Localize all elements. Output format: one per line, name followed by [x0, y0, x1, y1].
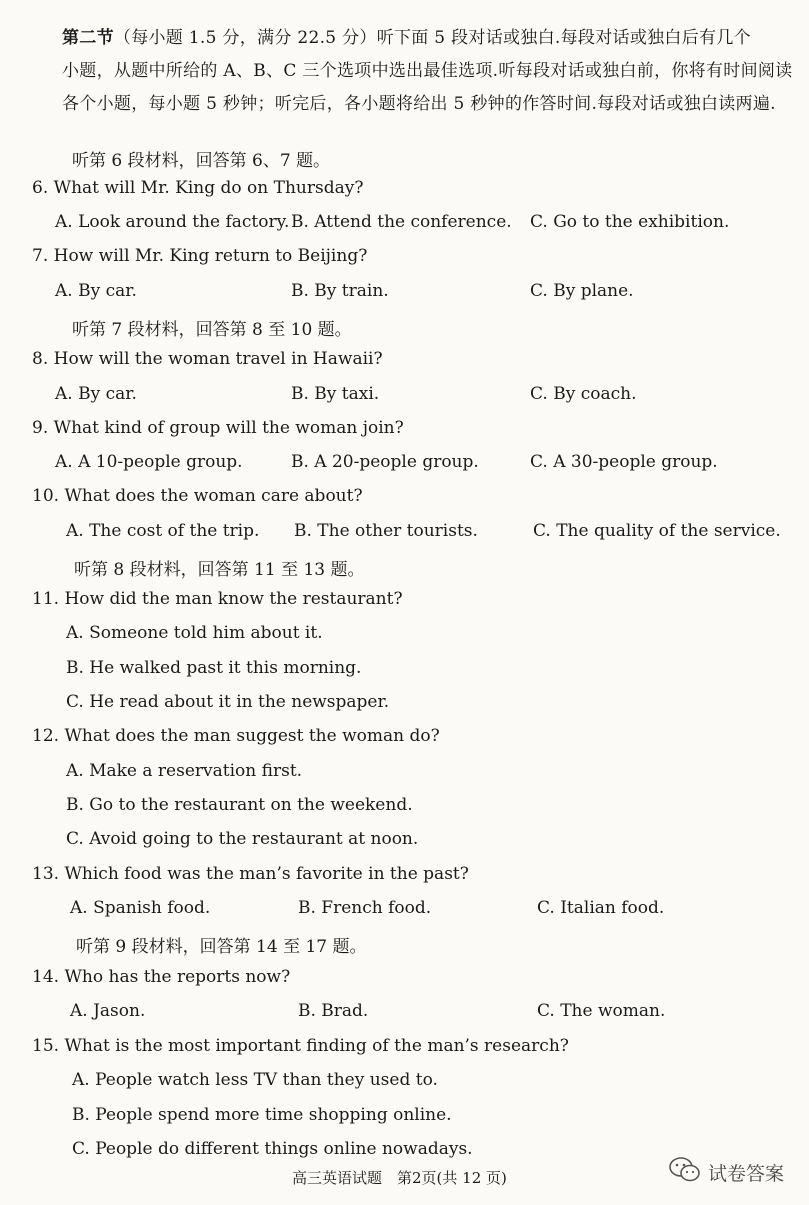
- question-9-option-b: B. A 20-people group.: [291, 452, 479, 472]
- question-10: 10. What does the woman care about?: [32, 486, 363, 506]
- question-10-option-c: C. The quality of the service.: [533, 521, 781, 541]
- question-9-option-a: A. A 10-people group.: [55, 452, 243, 472]
- question-11-option-c: C. He read about it in the newspaper.: [66, 692, 390, 712]
- question-14-option-a: A. Jason.: [70, 1001, 146, 1021]
- question-13-option-b: B. French food.: [298, 898, 432, 918]
- page-footer: 高三英语试题 第2页(共 12 页): [292, 1169, 507, 1187]
- question-7-option-c: C. By plane.: [530, 281, 634, 301]
- question-9: 9. What kind of group will the woman join?: [32, 418, 404, 438]
- watermark-text: 试卷答案: [708, 1162, 785, 1185]
- group-instruction: 听第 9 段材料，回答第 14 至 17 题。: [76, 937, 367, 957]
- question-12-option-a: A. Make a reservation first.: [66, 761, 303, 781]
- question-12-option-c: C. Avoid going to the restaurant at noon.: [66, 829, 419, 849]
- question-11-option-b: B. He walked past it this morning.: [66, 658, 362, 678]
- question-11: 11. How did the man know the restaurant?: [32, 589, 403, 609]
- question-8-option-b: B. By taxi.: [291, 384, 380, 404]
- question-14: 14. Who has the reports now?: [32, 967, 291, 987]
- question-6: 6. What will Mr. King do on Thursday?: [32, 178, 364, 198]
- question-6-option-b: B. Attend the conference.: [291, 212, 512, 232]
- question-13-option-a: A. Spanish food.: [70, 898, 211, 918]
- question-13-option-c: C. Italian food.: [537, 898, 665, 918]
- watermark: [668, 1156, 784, 1188]
- question-14-option-b: B. Brad.: [298, 1001, 369, 1021]
- question-7-option-a: A. By car.: [55, 281, 137, 301]
- question-15-option-a: A. People watch less TV than they used to.: [72, 1070, 438, 1090]
- question-8: 8. How will the woman travel in Hawaii?: [32, 349, 383, 369]
- intro-line-3: 各个小题，每小题 5 秒钟；听完后，各小题将给出 5 秒钟的作答时间.每段对话或独白读两遍.: [62, 94, 776, 114]
- question-7-option-b: B. By train.: [291, 281, 389, 301]
- question-12-option-b: B. Go to the restaurant on the weekend.: [66, 795, 413, 815]
- question-11-option-a: A. Someone told him about it.: [66, 623, 323, 643]
- question-8-option-a: A. By car.: [55, 384, 137, 404]
- wechat-icon: [668, 1156, 702, 1188]
- group-instruction: 听第 6 段材料，回答第 6、7 题。: [72, 151, 331, 171]
- question-12: 12. What does the man suggest the woman do?: [32, 726, 440, 746]
- section-heading: 第二节: [62, 28, 114, 48]
- question-7: 7. How will Mr. King return to Beijing?: [32, 246, 368, 266]
- question-10-option-a: A. The cost of the trip.: [66, 521, 260, 541]
- intro-line-1: 第二节（每小题 1.5 分，满分 22.5 分）听下面 5 段对话或独白.每段对话或独白后有几个: [62, 28, 751, 48]
- question-14-option-c: C. The woman.: [537, 1001, 666, 1021]
- question-10-option-b: B. The other tourists.: [294, 521, 478, 541]
- question-6-option-a: A. Look around the factory.: [55, 212, 290, 232]
- section-instructions: [62, 22, 804, 121]
- question-15-option-b: B. People spend more time shopping online.: [72, 1105, 452, 1125]
- group-instruction: 听第 7 段材料，回答第 8 至 10 题。: [72, 320, 352, 340]
- intro-line-2: 小题，从题中所给的 A、B、C 三个选项中选出最佳选项.听每段对话或独白前，你将有时间阅读: [62, 61, 793, 81]
- question-9-option-c: C. A 30-people group.: [530, 452, 718, 472]
- question-15-option-c: C. People do different things online nowadays.: [72, 1139, 473, 1159]
- group-instruction: 听第 8 段材料，回答第 11 至 13 题。: [74, 560, 365, 580]
- question-8-option-c: C. By coach.: [530, 384, 637, 404]
- question-15: 15. What is the most important finding of the man’s research?: [32, 1036, 569, 1056]
- question-13: 13. Which food was the man’s favorite in the past?: [32, 864, 469, 884]
- question-6-option-c: C. Go to the exhibition.: [530, 212, 730, 232]
